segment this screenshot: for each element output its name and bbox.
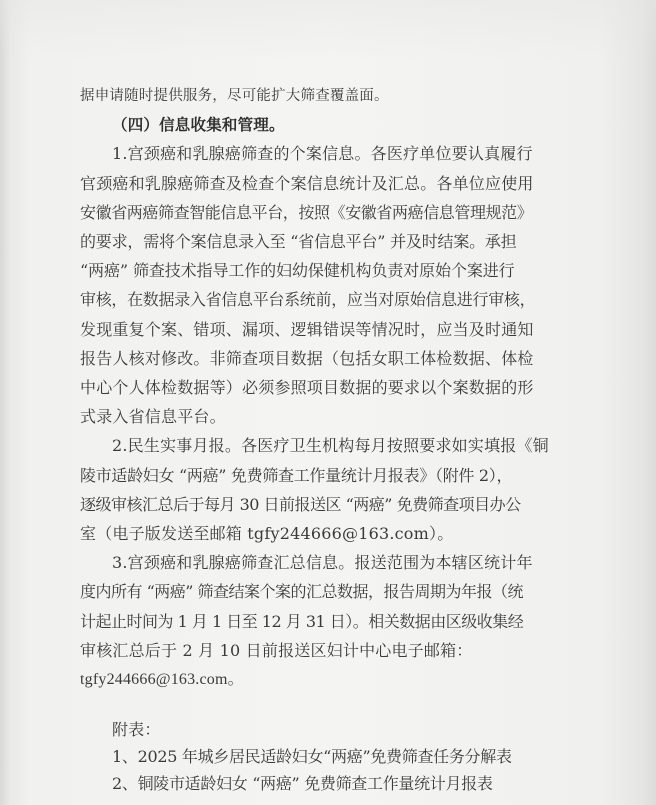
text-line-17: 3.宫颈癌和乳腺癌筛查汇总信息。报送范围为本辖区统计年 xyxy=(112,553,533,573)
section-heading: （四）信息收集和管理。 xyxy=(112,115,285,135)
text-line-4: 官颈癌和乳腺癌筛查及检查个案信息统计及汇总。各单位应使用 xyxy=(80,173,534,193)
text-line-10: 报告人核对修改。非筛查项目数据（包括女职工体检数据、体检 xyxy=(80,348,534,368)
text-line-11: 中心个人体检数据等）必须参照项目数据的要求以个案数据的形 xyxy=(80,378,534,397)
page-shadow xyxy=(0,0,656,60)
text-line-12: 式录入省信息平台。 xyxy=(80,407,226,427)
appendix-label: 附表： xyxy=(112,720,161,739)
appendix-item-2: 2、铜陵市适龄妇女 “两癌” 免费筛查工作量统计月报表 xyxy=(112,774,493,793)
text-line-6: 的要求，需将个案信息录入至 “省信息平台” 并及时结案。承担 xyxy=(80,232,517,251)
text-line-14: 陵市适龄妇女 “两癌” 免费筛查工作量统计月报表》（附件 2）， xyxy=(80,465,513,485)
text-line-8: 审核，在数据录入省信息平台系统前，应当对原始信息进行审核， xyxy=(80,290,536,310)
text-line-5: 安徽省两癌筛查智能信息平台，按照《安徽省两癌信息管理规范》 xyxy=(80,202,533,222)
text-line-16: 室（电子版发送至邮箱 tgfy244666@163.com）。 xyxy=(80,524,454,543)
text-line-7: “两癌” 筛查技术指导工作的妇幼保健机构负责对原始个案进行 xyxy=(80,261,515,281)
text-line-20: 审核汇总后于 2 月 10 日前报送区妇计中心电子邮箱： xyxy=(80,640,473,660)
text-line-15: 逐级审核汇总后于每月 30 日前报送区 “两癌” 免费筛查项目办公 xyxy=(80,494,521,514)
text-line-9: 发现重复个案、错项、漏项、逻辑错误等情况时，应当及时通知 xyxy=(80,319,534,339)
appendix-item-1: 1、2025 年城乡居民适龄妇女“两癌”免费筛查任务分解表 xyxy=(112,747,512,766)
text-line-13: 2.民生实事月报。各医疗卫生机构每月按照要求如实填报《铜 xyxy=(112,436,549,456)
text-line-19: 计起止时间为 1 月 1 日至 12 月 31 日）。相关数据由区级收集经 xyxy=(80,611,524,631)
text-line-1: 据申请随时提供服务，尽可能扩大筛查覆盖面。 xyxy=(80,88,389,104)
text-line-3: 1.宫颈癌和乳腺癌筛查的个案信息。各医疗单位要认真履行 xyxy=(112,144,533,164)
text-line-18: 度内所有 “两癌” 筛查结案个案的汇总数据，报告周期为年报（统 xyxy=(80,582,524,602)
text-line-21: tgfy244666@163.com。 xyxy=(80,671,244,688)
